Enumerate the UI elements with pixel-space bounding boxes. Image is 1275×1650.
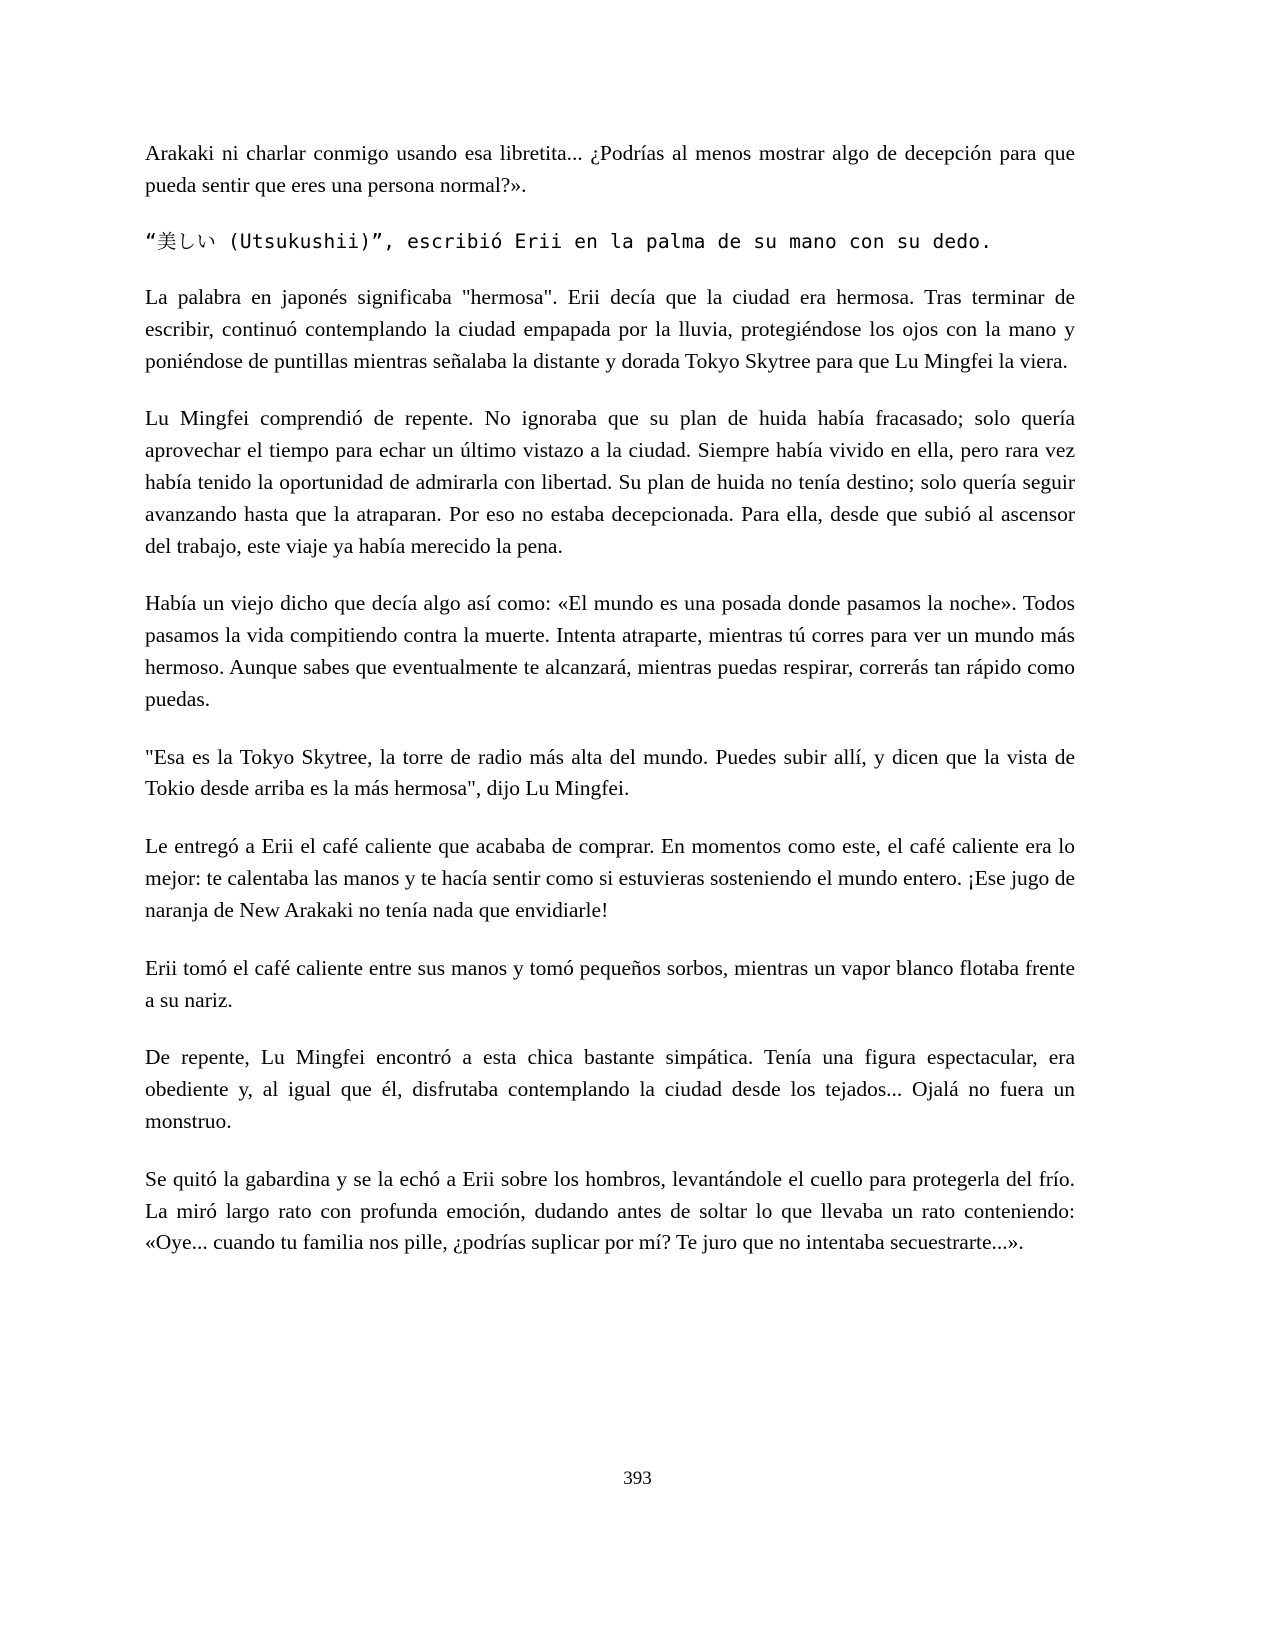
paragraph: Lu Mingfei comprendió de repente. No ignoraba que su plan de huida había fracasado; solo quería aprovechar el tiempo para echar un último vistazo a la ciudad. Siempre había vivido en ella, pero rara vez había tenido la oportunidad de admirarla con libertad. Su plan de huida no tenía destino; solo quería seguir avanzando hasta que la atraparan. Por eso no estaba decepcionada. Para ella, desde que subió al ascensor del trabajo, este viaje ya había merecido la pena.: [145, 406, 1075, 558]
page-number: 393: [623, 1468, 652, 1489]
paragraph: Arakaki ni charlar conmigo usando esa libretita... ¿Podrías al menos mostrar algo de decepción para que pueda sentir que eres una persona normal?».: [145, 141, 1075, 197]
paragraph: "Esa es la Tokyo Skytree, la torre de radio más alta del mundo. Puedes subir allí, y dicen que la vista de Tokio desde arriba es la más hermosa", dijo Lu Mingfei.: [145, 744, 1075, 801]
paragraph: De repente, Lu Mingfei encontró a esta chica bastante simpática. Tenía una figura espectacular, era obediente y, al igual que él, disfrutaba contemplando la ciudad desde los tejados... Ojalá no fuera un monstruo.: [145, 1045, 1075, 1133]
paragraph: Erii tomó el café caliente entre sus manos y tomó pequeños sorbos, mientras un vapor blanco flotaba frente a su nariz.: [145, 955, 1075, 1012]
paragraph: La palabra en japonés significaba "hermosa". Erii decía que la ciudad era hermosa. Tras terminar de escribir, continuó contemplando la ciudad empapada por la lluvia, protegiéndose los ojos con la mano y poniéndose de puntillas mientras señalaba la distante y dorada Tokyo Skytree para que Lu Mingfei la viera.: [145, 284, 1075, 373]
japanese-quote-line: “美しい (Utsukushii)”, escribió Erii en la palma de su mano con su dedo.: [145, 229, 993, 253]
paragraph: Había un viejo dicho que decía algo así como: «El mundo es una posada donde pasamos la noche». Todos pasamos la vida compitiendo contra la muerte. Intenta atraparte, mientras tú corres para ver un mundo más hermoso. Aunque sabes que eventualmente te alcanzará, mientras puedas respirar, correrás tan rápido como puedas.: [145, 591, 1075, 711]
page-body: [145, 138, 1075, 1259]
paragraph: Le entregó a Erii el café caliente que acababa de comprar. En momentos como este, el café caliente era lo mejor: te calentaba las manos y te hacía sentir como si estuvieras sosteniendo el mundo entero. ¡Ese jugo de naranja de New Arakaki no tenía nada que envidiarle!: [145, 834, 1075, 922]
paragraph: Se quitó la gabardina y se la echó a Erii sobre los hombros, levantándole el cuello para protegerla del frío. La miró largo rato con profunda emoción, dudando antes de soltar lo que llevaba un rato conteniendo: «Oye... cuando tu familia nos pille, ¿podrías suplicar por mí? Te juro que no intentaba secuestrarte...».: [145, 1166, 1075, 1255]
